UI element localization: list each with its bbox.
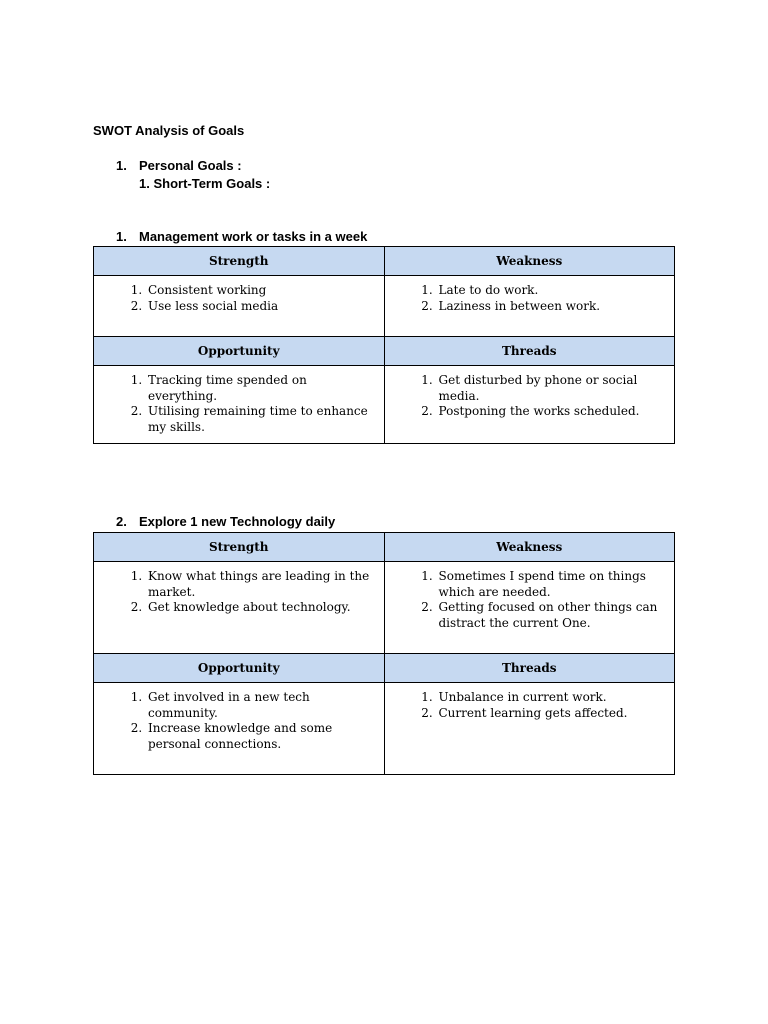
page-title: SWOT Analysis of Goals [93, 123, 245, 138]
list-item: 2. Get knowledge about technology. [146, 600, 376, 616]
section-heading [116, 158, 242, 173]
strength-header: Strength [94, 533, 385, 562]
list-item: 1. Get disturbed by phone or social media. [437, 373, 667, 404]
strength-list [94, 569, 376, 616]
weakness-cell [384, 562, 675, 654]
list-item: 2. Laziness in between work. [437, 299, 667, 315]
threads-list [385, 373, 667, 420]
opportunity-cell [94, 683, 385, 775]
swot-table [93, 532, 675, 775]
goal-heading [116, 514, 335, 529]
goal-title: Management work or tasks in a week [139, 229, 368, 244]
list-item: 2. Use less social media [146, 299, 376, 315]
list-item: 2. Postponing the works scheduled. [437, 404, 667, 420]
opportunity-header: Opportunity [94, 654, 385, 683]
list-item: 2. Getting focused on other things can distract the current One. [437, 600, 667, 631]
weakness-list [385, 569, 667, 631]
section-number: 1. [116, 158, 127, 173]
goal-number: 2. [116, 514, 127, 529]
goal-heading [116, 229, 367, 244]
opportunity-list [94, 373, 376, 435]
threads-cell [384, 366, 675, 444]
goal-title: Explore 1 new Technology daily [139, 514, 336, 529]
section-label: Personal Goals : [139, 158, 242, 173]
list-item: 1. Get involved in a new tech community. [146, 690, 376, 721]
list-item: 2. Increase knowledge and some personal connections. [146, 721, 376, 752]
strength-cell [94, 276, 385, 337]
list-item: 1. Sometimes I spend time on things which are needed. [437, 569, 667, 600]
weakness-header: Weakness [384, 533, 675, 562]
list-item: 1. Consistent working [146, 283, 376, 299]
list-item: 2. Current learning gets affected. [437, 706, 667, 722]
swot-table [93, 246, 675, 444]
threads-cell [384, 683, 675, 775]
opportunity-cell [94, 366, 385, 444]
strength-header: Strength [94, 247, 385, 276]
weakness-list [385, 283, 667, 314]
threads-header: Threads [384, 337, 675, 366]
list-item: 1. Tracking time spended on everything. [146, 373, 376, 404]
goal-number: 1. [116, 229, 127, 244]
threads-list [385, 690, 667, 721]
strength-list [94, 283, 376, 314]
strength-cell [94, 562, 385, 654]
list-item: 1. Unbalance in current work. [437, 690, 667, 706]
list-item: 1. Late to do work. [437, 283, 667, 299]
opportunity-header: Opportunity [94, 337, 385, 366]
opportunity-list [94, 690, 376, 752]
subsection-heading: 1. Short-Term Goals : [139, 176, 271, 191]
weakness-cell [384, 276, 675, 337]
weakness-header: Weakness [384, 247, 675, 276]
list-item: 1. Know what things are leading in the market. [146, 569, 376, 600]
list-item: 2. Utilising remaining time to enhance my skills. [146, 404, 376, 435]
threads-header: Threads [384, 654, 675, 683]
